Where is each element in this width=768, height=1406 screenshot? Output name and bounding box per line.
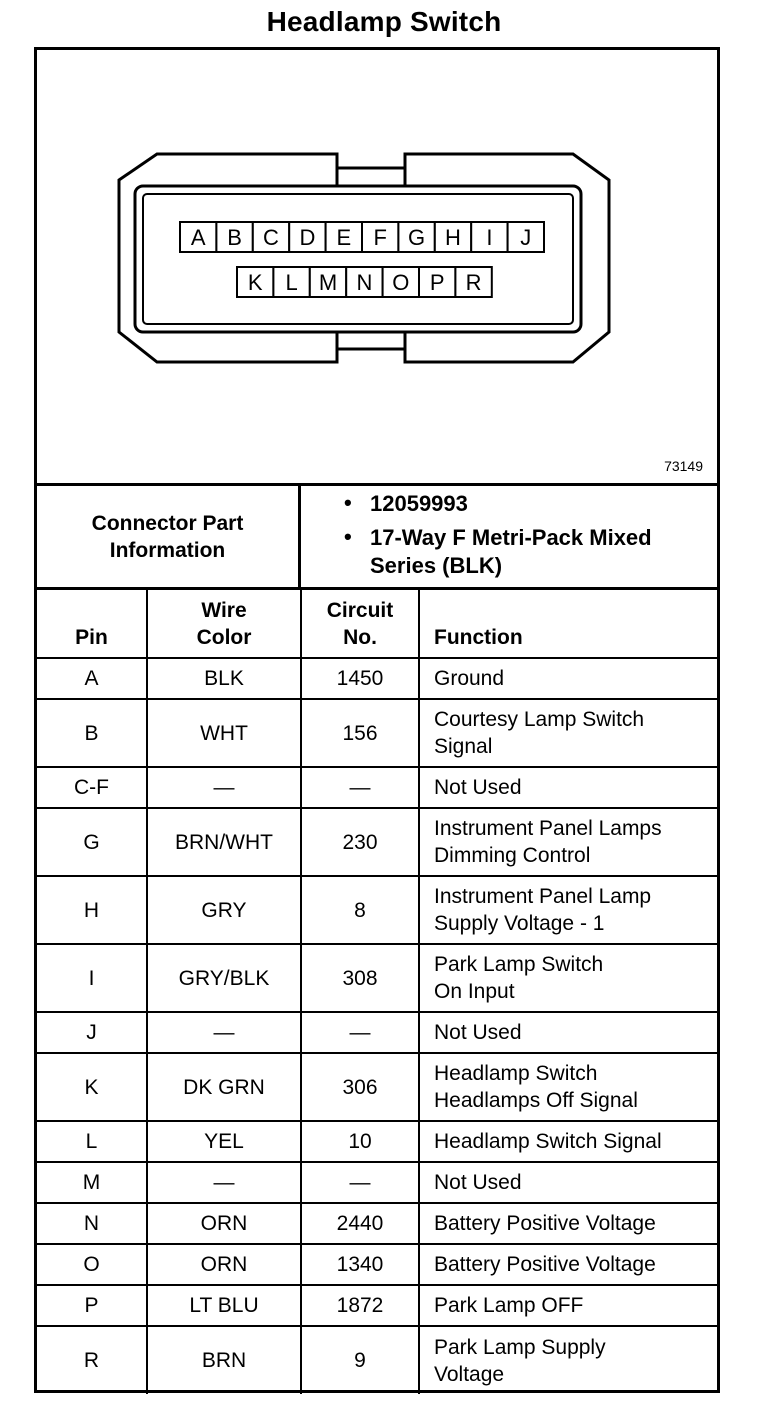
function-cell xyxy=(419,767,717,808)
function-cell xyxy=(419,1053,717,1121)
function-line: Park Lamp Switch xyxy=(434,953,604,976)
wire-color-cell: DK GRN xyxy=(147,1053,301,1121)
table-row xyxy=(37,1203,717,1244)
pin-cell: J xyxy=(37,1012,147,1053)
wire-color-cell: LT BLU xyxy=(147,1285,301,1326)
function-line: Not Used xyxy=(434,1021,522,1044)
wire-color-cell: — xyxy=(147,1012,301,1053)
wire-color-cell: WHT xyxy=(147,699,301,767)
table-row xyxy=(37,876,717,944)
figure-number: 73149 xyxy=(664,458,703,474)
function-line: Courtesy Lamp Switch xyxy=(434,708,645,731)
pin-cell: M xyxy=(37,1162,147,1203)
table-row xyxy=(37,1244,717,1285)
pin-label-i: I xyxy=(486,225,493,250)
table-row xyxy=(37,944,717,1012)
table-row xyxy=(37,767,717,808)
function-cell xyxy=(419,944,717,1012)
page-title: Headlamp Switch xyxy=(266,6,502,37)
pin-label-k: K xyxy=(247,270,263,295)
function-line: Supply Voltage - 1 xyxy=(434,912,605,935)
part-info-values xyxy=(304,486,717,587)
pin-cell: B xyxy=(37,699,147,767)
function-line: Signal xyxy=(434,735,493,758)
wire-color-cell: BRN xyxy=(147,1326,301,1394)
part-number: 12059993 xyxy=(370,491,468,516)
pin-label-p: P xyxy=(429,270,445,295)
table-row xyxy=(37,1162,717,1203)
circuit-cell: 230 xyxy=(301,808,419,876)
pin-label-n: N xyxy=(356,270,373,295)
pin-label-r: R xyxy=(465,270,482,295)
function-cell xyxy=(419,876,717,944)
circuit-cell: 308 xyxy=(301,944,419,1012)
header-pin: Pin xyxy=(37,590,147,658)
function-line: Dimming Control xyxy=(434,844,591,867)
pin-cell: P xyxy=(37,1285,147,1326)
header-circuit-no xyxy=(301,590,419,658)
connector-bottom-row xyxy=(237,267,492,297)
connector-diagram xyxy=(37,50,717,486)
circuit-cell: — xyxy=(301,1162,419,1203)
connector-series: Series (BLK) xyxy=(370,553,503,578)
circuit-cell: 1450 xyxy=(301,658,419,699)
function-line: Ground xyxy=(434,667,505,690)
function-line: Park Lamp OFF xyxy=(434,1294,584,1317)
circuit-cell: 10 xyxy=(301,1121,419,1162)
pin-label-l: L xyxy=(285,270,298,295)
table-header-row xyxy=(37,590,717,658)
pin-label-a: A xyxy=(190,225,206,250)
function-line: Battery Positive Voltage xyxy=(434,1253,656,1276)
table-row xyxy=(37,1012,717,1053)
pin-label-e: E xyxy=(336,225,352,250)
pin-cell: O xyxy=(37,1244,147,1285)
document-frame xyxy=(34,47,720,1393)
pin-label-c: C xyxy=(263,225,279,250)
pinout-rows xyxy=(37,658,717,1394)
function-line: Headlamp Switch Signal xyxy=(434,1130,662,1153)
pin-label-j: J xyxy=(520,225,532,250)
function-line: On Input xyxy=(434,980,515,1003)
wire-color-cell: BLK xyxy=(147,658,301,699)
header-function: Function xyxy=(419,590,717,658)
pin-cell: C-F xyxy=(37,767,147,808)
circuit-cell: — xyxy=(301,767,419,808)
header-wire-color xyxy=(147,590,301,658)
pin-label-h: H xyxy=(445,225,461,250)
pin-cell: G xyxy=(37,808,147,876)
function-cell xyxy=(419,1326,717,1394)
circuit-cell: 9 xyxy=(301,1326,419,1394)
function-line: Not Used xyxy=(434,776,522,799)
function-line: Not Used xyxy=(434,1171,522,1194)
pin-label-d: D xyxy=(299,225,316,250)
connector-top-row xyxy=(180,222,544,252)
table-row xyxy=(37,808,717,876)
wire-color-cell: YEL xyxy=(147,1121,301,1162)
function-line: Instrument Panel Lamps xyxy=(434,817,662,840)
wire-color-cell: GRY xyxy=(147,876,301,944)
circuit-cell: 156 xyxy=(301,699,419,767)
wire-color-cell: GRY/BLK xyxy=(147,944,301,1012)
pin-cell: R xyxy=(37,1326,147,1394)
function-line: Voltage xyxy=(434,1362,505,1386)
pin-label-o: O xyxy=(392,270,410,295)
function-cell xyxy=(419,1162,717,1203)
pin-label-g: G xyxy=(408,225,426,250)
table-row xyxy=(37,658,717,699)
function-line: Headlamp Switch xyxy=(434,1062,598,1085)
connector-type: 17-Way F Metri-Pack Mixed xyxy=(370,525,652,550)
function-line: Instrument Panel Lamp xyxy=(434,885,652,908)
function-cell xyxy=(419,699,717,767)
function-cell xyxy=(419,808,717,876)
connector-face-view xyxy=(37,50,717,486)
circuit-cell: 2440 xyxy=(301,1203,419,1244)
function-cell xyxy=(419,1012,717,1053)
pin-cell: K xyxy=(37,1053,147,1121)
pin-cell: A xyxy=(37,658,147,699)
circuit-cell: 1872 xyxy=(301,1285,419,1326)
function-line: Battery Positive Voltage xyxy=(434,1212,656,1235)
function-cell xyxy=(419,1244,717,1285)
pin-cell: I xyxy=(37,944,147,1012)
function-line: Headlamps Off Signal xyxy=(434,1089,638,1112)
circuit-cell: 306 xyxy=(301,1053,419,1121)
function-line: Park Lamp Supply xyxy=(434,1335,606,1359)
header-wire-color-text: Wire Color xyxy=(196,599,252,649)
table-row xyxy=(37,1053,717,1121)
bullet-icon: • xyxy=(344,490,352,515)
function-cell xyxy=(419,658,717,699)
header-circuit-no-text: Circuit No. xyxy=(326,599,394,649)
bullet-icon: • xyxy=(344,524,352,549)
circuit-cell: 1340 xyxy=(301,1244,419,1285)
pin-label-f: F xyxy=(373,225,387,250)
function-cell xyxy=(419,1121,717,1162)
wire-color-cell: ORN xyxy=(147,1203,301,1244)
table-row xyxy=(37,1326,717,1394)
pinout-table xyxy=(37,590,717,1394)
function-cell xyxy=(419,1285,717,1326)
table-row xyxy=(37,699,717,767)
pin-cell: L xyxy=(37,1121,147,1162)
part-info-label: Connector Part Information xyxy=(91,511,244,562)
wire-color-cell: BRN/WHT xyxy=(147,808,301,876)
table-row xyxy=(37,1285,717,1326)
wire-color-cell: — xyxy=(147,1162,301,1203)
table-row xyxy=(37,1121,717,1162)
part-info-label-cell xyxy=(37,486,301,587)
connector-part-information xyxy=(37,486,717,590)
function-cell xyxy=(419,1203,717,1244)
pin-label-b: B xyxy=(227,225,242,250)
pin-cell: H xyxy=(37,876,147,944)
pin-label-m: M xyxy=(318,270,338,295)
circuit-cell: — xyxy=(301,1012,419,1053)
wire-color-cell: ORN xyxy=(147,1244,301,1285)
pin-cell: N xyxy=(37,1203,147,1244)
wire-color-cell: — xyxy=(147,767,301,808)
circuit-cell: 8 xyxy=(301,876,419,944)
